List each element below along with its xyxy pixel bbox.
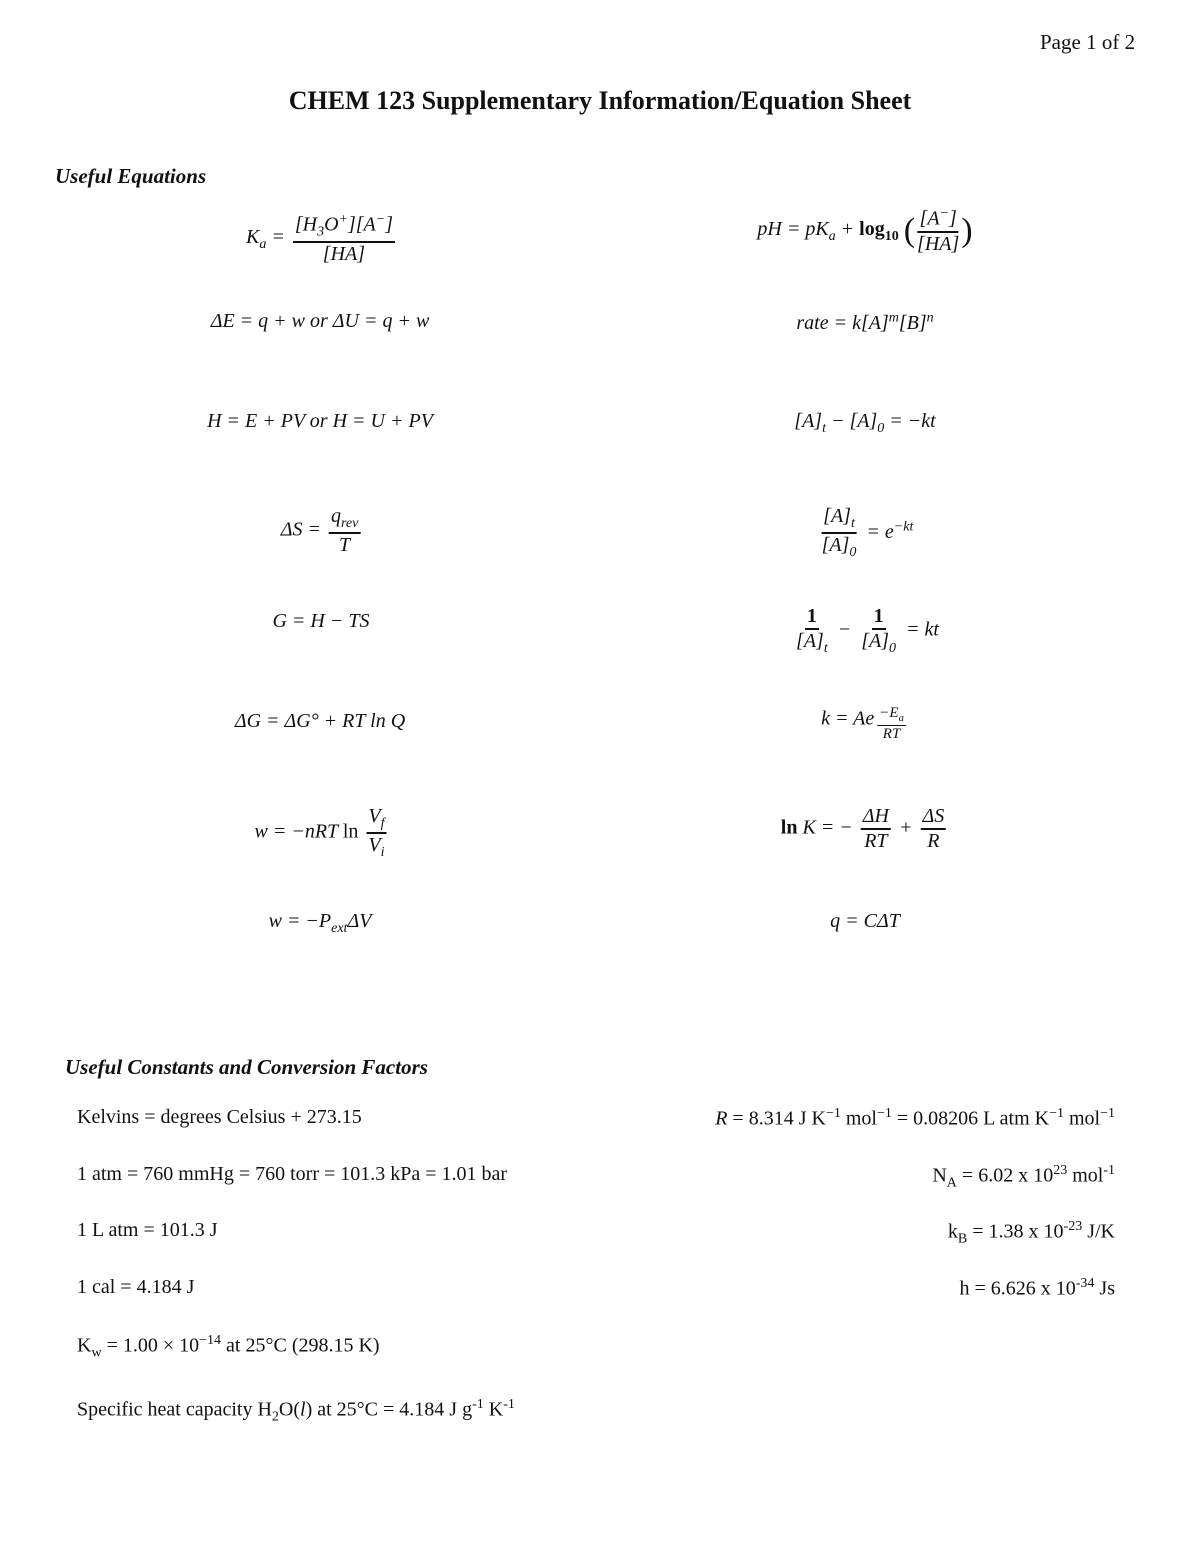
liter-atm-conversion: 1 L atm = 101.3 J [77, 1219, 218, 1241]
gas-constant: R = 8.314 J $K^{-1}$ mol$^{-1}$ = 0.08206 L atm $K^{-1}$ mol$^{-1}$ [715, 1106, 1115, 1130]
acid-dissociation-equation: $K_a$ = $\frac{[H_3O^+][A^-]}{[HA]}$ [245, 212, 394, 265]
van-t-hoff-equation: ln K = − $\frac{\Delta H}{RT}$ + $\frac{\Delta S}{R}$ [780, 805, 945, 852]
boltzmann-constant: $k_B = 1.38$ x $10^{-23}$ J/K [947, 1219, 1115, 1247]
arrhenius-equation: k = Ae $\frac{-E_a}{RT}$ [821, 705, 904, 743]
pressure-volume-work-equation: $w = -P_{ext}\Delta V$ [268, 910, 372, 936]
second-order-equation: $\frac{1}{[A]_t}$ − $\frac{1}{[A]_0}$ = kt [796, 605, 939, 656]
gibbs-equation: G = H − TS [272, 610, 370, 632]
gibbs-reaction-quotient-equation: ΔG = ΔG° + RT ln Q [234, 710, 406, 732]
henderson-hasselbalch-equation: pH = $pK_a + \log_{10}$ ( $\frac{[A^-]}{[HA]}$ ) [757, 206, 973, 255]
rate-law-equation: rate = $k[A]^m[B]^n$ [796, 310, 934, 334]
equations-heading: Useful Equations [55, 164, 207, 188]
zero-order-equation: $[A]_t - [A]_0 = -kt$ [794, 410, 936, 436]
isothermal-work-equation: w = −nRT ln $\frac{V_f}{V_i}$ [254, 805, 385, 861]
page-number: Page 1 of 2 [1040, 30, 1136, 54]
planck-constant: h = 6.626 x $10^{-34}$ Js [959, 1276, 1115, 1300]
enthalpy-equation: H = E + PV or H = U + PV [207, 410, 433, 432]
heat-capacity-equation: q = CΔT [830, 910, 900, 932]
entropy-equation: ΔS = $\frac{q_{rev}}{T}$ [280, 505, 359, 557]
internal-energy-equation: ΔE = q + w or ΔU = q + w [210, 310, 430, 332]
page-title: CHEM 123 Supplementary Information/Equation Sheet [288, 86, 912, 115]
water-ion-product: $K_w = 1.00 \times 10^{-14}$ at 25°C (298.15 K) [77, 1333, 380, 1361]
kelvin-conversion: Kelvins = degrees Celsius + 273.15 [77, 1106, 362, 1128]
specific-heat-water: Specific heat capacity $H_2O(l)$ at 25°C = 4.184 J $g^{-1}$ $K^{-1}$ [77, 1397, 515, 1425]
constants-heading: Useful Constants and Conversion Factors [65, 1055, 428, 1079]
avogadro-constant: $N_A = 6.02$ x $10^{23}$ mol$^{-1}$ [932, 1163, 1115, 1191]
calorie-conversion: 1 cal = 4.184 J [77, 1276, 195, 1298]
first-order-equation: $\frac{[A]_t}{[A]_0}$ = $e^{-kt}$ [821, 505, 914, 561]
pressure-conversion: 1 atm = 760 mmHg = 760 torr = 101.3 kPa = 1.01 bar [77, 1163, 508, 1185]
